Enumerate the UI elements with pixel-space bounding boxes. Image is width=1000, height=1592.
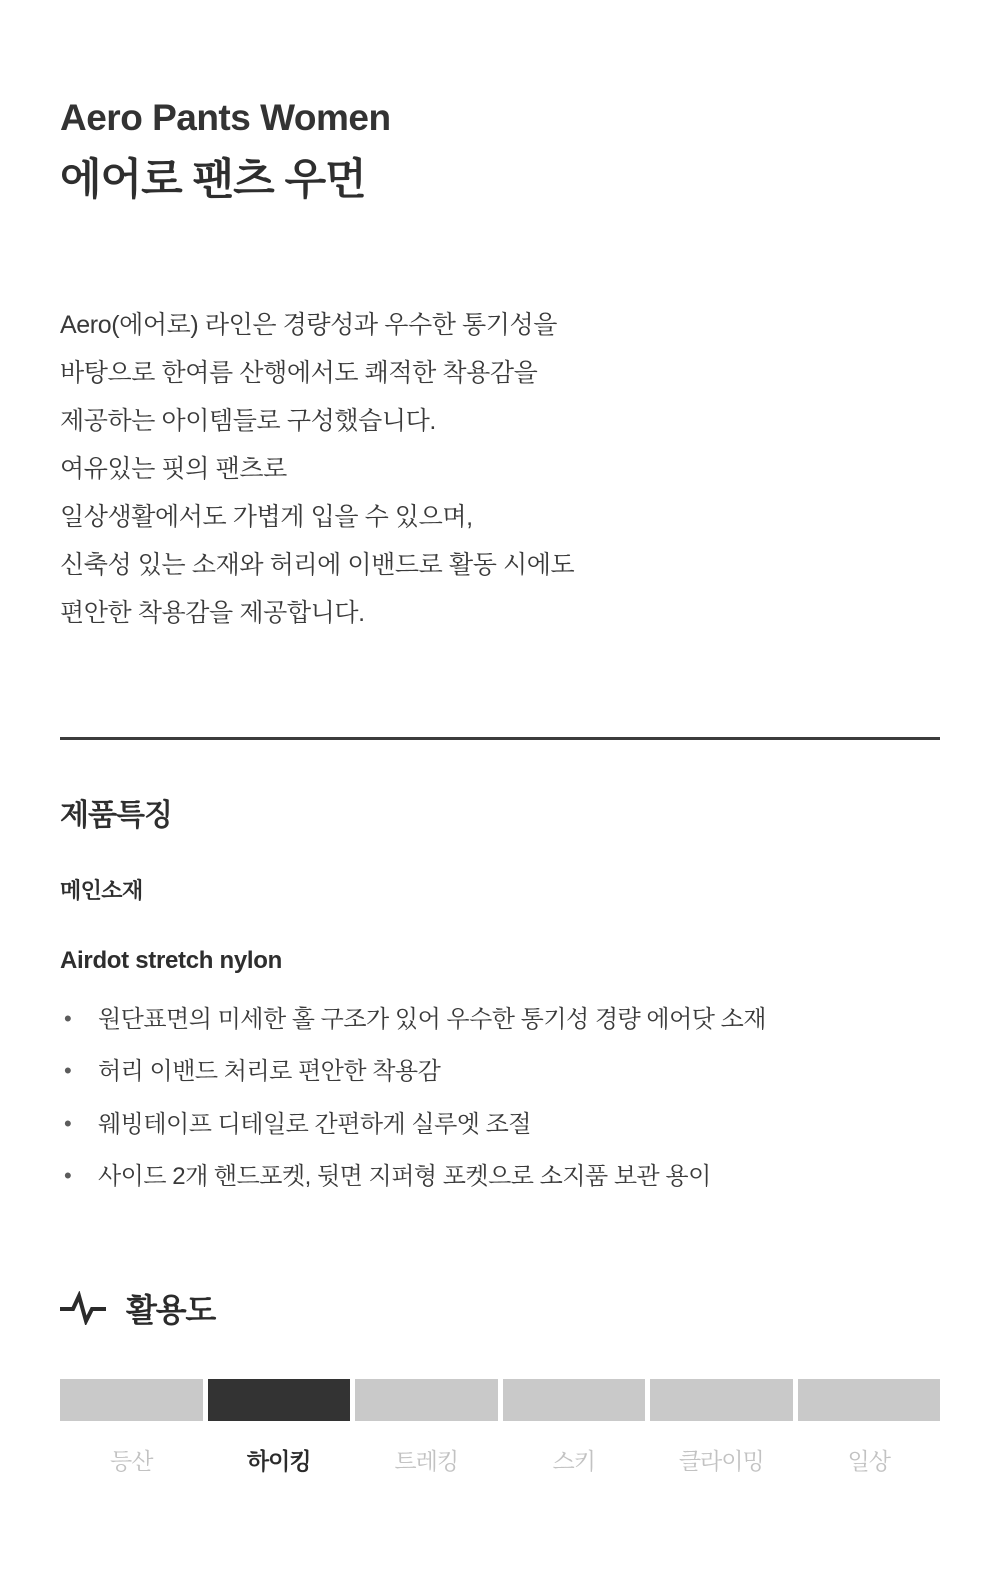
product-title-ko: 에어로 팬츠 우먼 — [60, 156, 366, 205]
material-name: Airdot stretch nylon — [60, 947, 283, 975]
section-divider — [60, 737, 940, 740]
usage-item-3 — [503, 1379, 646, 1476]
usage-bar — [503, 1379, 646, 1421]
usage-bar-chart — [60, 1379, 940, 1476]
usage-bar — [60, 1379, 203, 1421]
usage-title-row — [60, 1285, 940, 1331]
list-item-label: 원단표면의 미세한 홀 구조가 있어 우수한 통기성 경량 에어닷 소재 — [98, 1006, 766, 1034]
intro-line: 일상생활에서도 가볍게 입을 수 있으며, — [60, 503, 473, 532]
usage-section — [60, 1285, 940, 1476]
list-item — [60, 1158, 940, 1195]
list-item — [60, 1001, 940, 1038]
usage-bar — [650, 1379, 793, 1421]
usage-item-1 — [208, 1379, 351, 1476]
bullet-icon: • — [64, 1162, 72, 1188]
intro-line: 제공하는 아이템들로 구성했습니다. — [60, 407, 436, 436]
bullet-icon: • — [64, 1006, 72, 1032]
usage-title: 활용도 — [126, 1292, 216, 1329]
feature-list — [60, 1001, 940, 1195]
usage-item-4 — [650, 1379, 793, 1476]
usage-label: 일상 — [847, 1448, 890, 1475]
intro-line: 여유있는 핏의 팬츠로 — [60, 455, 287, 484]
product-intro — [60, 301, 940, 637]
usage-item-0 — [60, 1379, 203, 1476]
usage-bar — [798, 1379, 941, 1421]
usage-bar — [355, 1379, 498, 1421]
usage-label: 등산 — [110, 1448, 153, 1475]
usage-label: 트레킹 — [394, 1448, 459, 1475]
usage-label: 스키 — [552, 1448, 595, 1475]
intro-line: 바탕으로 한여름 산행에서도 쾌적한 착용감을 — [60, 359, 538, 388]
material-sub-heading: 메인소재 — [60, 878, 143, 904]
list-item-label: 사이드 2개 핸드포켓, 뒷면 지퍼형 포켓으로 소지품 보관 용이 — [98, 1162, 711, 1190]
bullet-icon: • — [64, 1058, 72, 1084]
features-heading: 제품특징 — [60, 799, 172, 833]
usage-label: 하이킹 — [246, 1448, 311, 1475]
list-item — [60, 1106, 940, 1143]
intro-line: Aero(에어로) 라인은 경량성과 우수한 통기성을 — [60, 311, 557, 340]
usage-item-2 — [355, 1379, 498, 1476]
list-item-label: 웨빙테이프 디테일로 간편하게 실루엣 조절 — [98, 1110, 531, 1138]
product-title-en: Aero Pants Women — [60, 97, 391, 138]
bullet-icon: • — [64, 1110, 72, 1136]
list-item-label: 허리 이밴드 처리로 편안한 착용감 — [98, 1058, 441, 1086]
list-item — [60, 1053, 940, 1090]
pulse-icon — [60, 1291, 114, 1325]
intro-line: 신축성 있는 소재와 허리에 이밴드로 활동 시에도 — [60, 551, 575, 580]
usage-bar — [208, 1379, 351, 1421]
usage-label: 클라이밍 — [678, 1448, 764, 1475]
intro-line: 편안한 착용감을 제공합니다. — [60, 599, 365, 628]
usage-item-5 — [798, 1379, 941, 1476]
